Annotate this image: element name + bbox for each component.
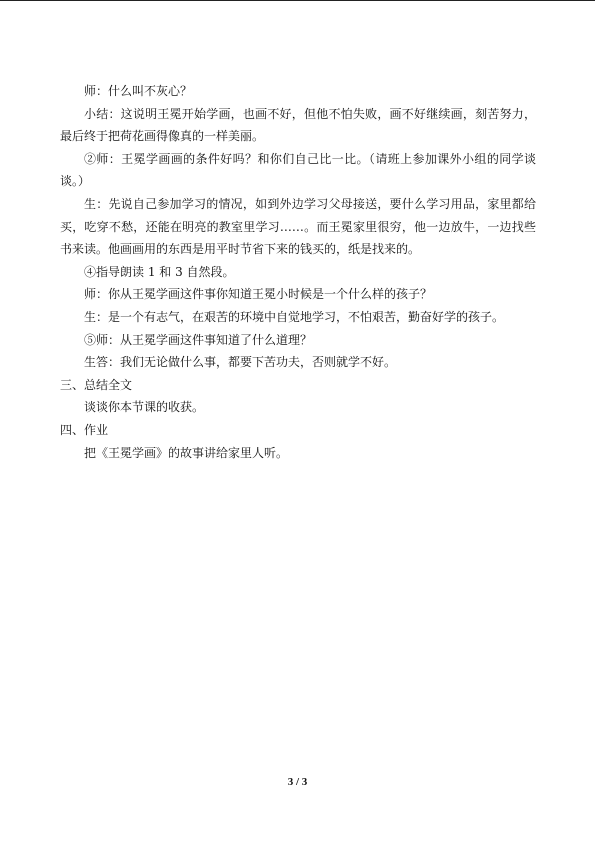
paragraph: 生：是一个有志气，在艰苦的环境中自觉地学习，不怕艰苦，勤奋好学的孩子。 [84, 309, 505, 324]
paragraph: 师：什么叫不灰心？ [84, 84, 193, 98]
page-number: 3 / 3 [287, 776, 308, 788]
paragraph: ⑤师：从王冕学画这件事知道了什么道理？ [84, 332, 313, 347]
paragraph: 生：先说自己参加学习的情况，如到外边学习父母接送，要什么学习用品，家里都给买，吃穿不愁，还能在明亮的教室里学习……。而王冕家里很穷，他一边放牛，一边找些书来读。他画画用的东西是用平时节省下来的钱买的，纸是找来的。 [60, 196, 536, 257]
paragraph: ②师：王冕学画画的条件好吗？和你们自己比一比。（请班上参加课外小组的同学谈谈。） [60, 151, 536, 189]
header-rule [0, 0, 595, 1]
paragraph: 谈谈你本节课的收获。 [84, 400, 205, 415]
paragraph: 小结：这说明王冕开始学画，也画不好，但他不怕失败，画不好继续画，刻苦努力，最后终于把荷花画得像真的一样美丽。 [60, 106, 536, 144]
paragraph: ④指导朗读 1 和 3 自然段。 [84, 264, 235, 279]
paragraph: 师：你从王冕学画这件事你知道王冕小时候是一个什么样的孩子？ [84, 287, 433, 302]
paragraph: 生答：我们无论做什么事，都要下苦功夫，否则就学不好。 [84, 355, 397, 370]
paragraph: 把《王冕学画》的故事讲给家里人听。 [84, 445, 289, 460]
document-body [60, 80, 536, 464]
section-heading: 四、作业 [60, 422, 109, 437]
section-heading: 三、总结全文 [60, 377, 133, 392]
